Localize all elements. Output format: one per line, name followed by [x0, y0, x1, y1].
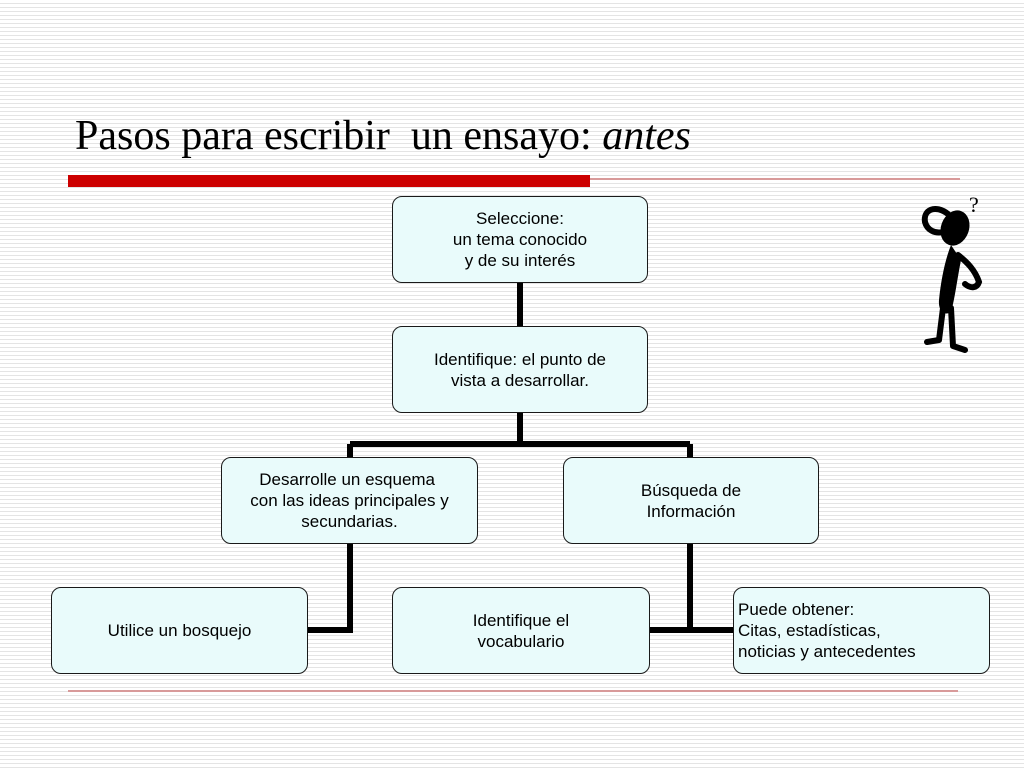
- node-puede-obtener: [733, 587, 990, 674]
- bottom-rule: [68, 690, 958, 692]
- node-line: noticias y antecedentes: [738, 642, 916, 661]
- thinking-person-icon: [905, 190, 1000, 360]
- node-line: un tema conocido: [452, 230, 588, 249]
- node-identifique-punto: [392, 326, 648, 413]
- node-line: Identifique el: [472, 610, 570, 630]
- node-line: y de su interés: [464, 251, 576, 270]
- node-busqueda: [563, 457, 819, 544]
- node-line: Búsqueda de: [640, 480, 742, 500]
- node-line: con las ideas principales y: [250, 491, 449, 510]
- node-line: Seleccione:: [476, 209, 564, 228]
- node-line: Puede obtener:: [738, 600, 855, 619]
- connector-busqueda-children: [650, 543, 733, 630]
- node-bosquejo: [51, 587, 308, 674]
- node-line: Información: [646, 501, 736, 521]
- node-line: Identifique: el punto de: [433, 349, 607, 369]
- title-emphasis: antes: [602, 113, 691, 159]
- node-line: Citas, estadísticas,: [738, 621, 881, 640]
- node-line: Utilice un bosquejo: [107, 621, 252, 640]
- node-vocabulario: [392, 587, 650, 674]
- connector-identifique-branch: [350, 413, 690, 457]
- node-seleccione: [392, 196, 648, 283]
- question-mark: ?: [969, 192, 979, 217]
- node-desarrolle: [221, 457, 478, 544]
- node-line: Desarrolle un esquema: [259, 470, 440, 489]
- connector-desarrolle-bosquejo: [308, 543, 350, 630]
- title-main: Pasos para escribir un ensayo:: [75, 113, 603, 159]
- node-line: secundarias.: [301, 512, 398, 531]
- node-line: vista a desarrollar.: [451, 370, 589, 390]
- node-line: vocabulario: [477, 631, 565, 651]
